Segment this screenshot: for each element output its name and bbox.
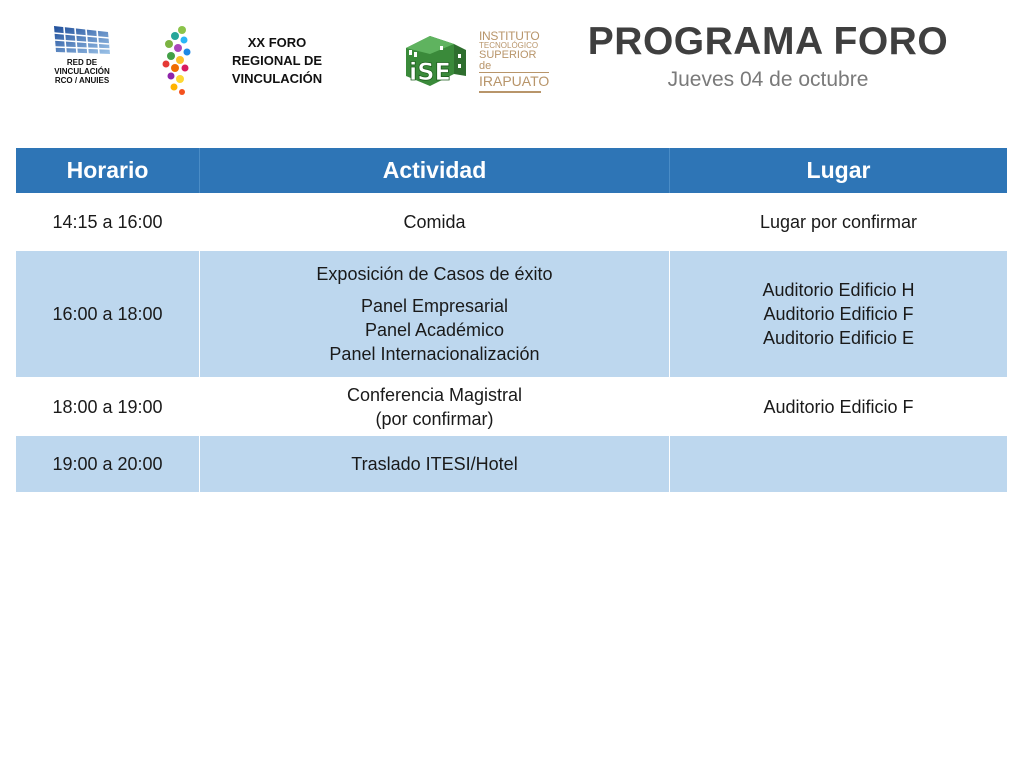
column-header-actividad: Actividad — [200, 148, 670, 193]
red-vinculacion-label: RED DE VINCULACIÓN RCO / ANUIES — [54, 58, 110, 85]
cell-horario: 16:00 a 18:00 — [16, 250, 200, 377]
cell-actividad — [200, 435, 670, 492]
table-row — [16, 377, 1007, 435]
actividad-line: Comida — [403, 212, 466, 232]
cell-horario: 14:15 a 16:00 — [16, 193, 200, 250]
itesi-cube-icon — [400, 30, 470, 92]
grid-globe-icon — [50, 22, 114, 58]
actividad-line: (por confirmar) — [375, 408, 494, 429]
actividad-line: Traslado ITESI/Hotel — [351, 454, 518, 474]
cell-lugar — [670, 250, 1007, 377]
itesi-line-4: IRAPUATO — [479, 73, 550, 89]
actividad-line: Panel Empresarial — [360, 296, 509, 316]
colored-dots-icon — [160, 24, 196, 96]
cell-lugar — [670, 193, 1007, 250]
itesi-line-2: TECNOLÓGICO — [479, 41, 539, 50]
table-row — [16, 250, 1007, 377]
cell-actividad — [200, 250, 670, 377]
actividad-line: Conferencia Magistral — [346, 384, 523, 405]
actividad-line: Exposición de Casos de éxito — [316, 264, 553, 284]
lugar-line: Auditorio Edificio H — [762, 280, 915, 300]
schedule-table — [16, 148, 1007, 492]
table-header-row — [16, 148, 1007, 193]
page-subtitle: Jueves 04 de octubre — [667, 68, 869, 91]
column-header-horario: Horario — [16, 148, 200, 193]
lugar-line: Lugar por confirmar — [759, 212, 918, 232]
itesi-logo — [400, 30, 470, 92]
foro-title: XX FORO REGIONAL DE VINCULACIÓN — [231, 35, 323, 86]
itesi-name — [479, 30, 549, 93]
cell-actividad — [200, 193, 670, 250]
table-row — [16, 435, 1007, 492]
foro-dots-logo — [160, 24, 196, 96]
cell-lugar — [670, 377, 1007, 435]
line-gap — [200, 286, 669, 294]
column-header-lugar: Lugar — [670, 148, 1007, 193]
itesi-underline — [479, 91, 541, 93]
itesi-cube-letters: iSE — [409, 58, 451, 86]
schedule-body — [16, 193, 1007, 492]
cell-actividad — [200, 377, 670, 435]
cell-horario: 18:00 a 19:00 — [16, 377, 200, 435]
itesi-line-3: SUPERIOR de — [479, 49, 537, 72]
lugar-line: Auditorio Edificio F — [763, 304, 914, 324]
actividad-line: Panel Internacionalización — [329, 344, 540, 364]
table-row — [16, 193, 1007, 250]
lugar-line: Auditorio Edificio E — [762, 328, 915, 348]
actividad-line: Panel Académico — [364, 320, 505, 340]
cell-horario: 19:00 a 20:00 — [16, 435, 200, 492]
cell-lugar — [670, 435, 1007, 492]
itesi-line-1: INSTITUTO — [479, 29, 540, 43]
page-title: PROGRAMA FORO — [587, 20, 949, 63]
red-vinculacion-logo — [50, 22, 114, 92]
lugar-line: Auditorio Edificio F — [763, 396, 914, 417]
